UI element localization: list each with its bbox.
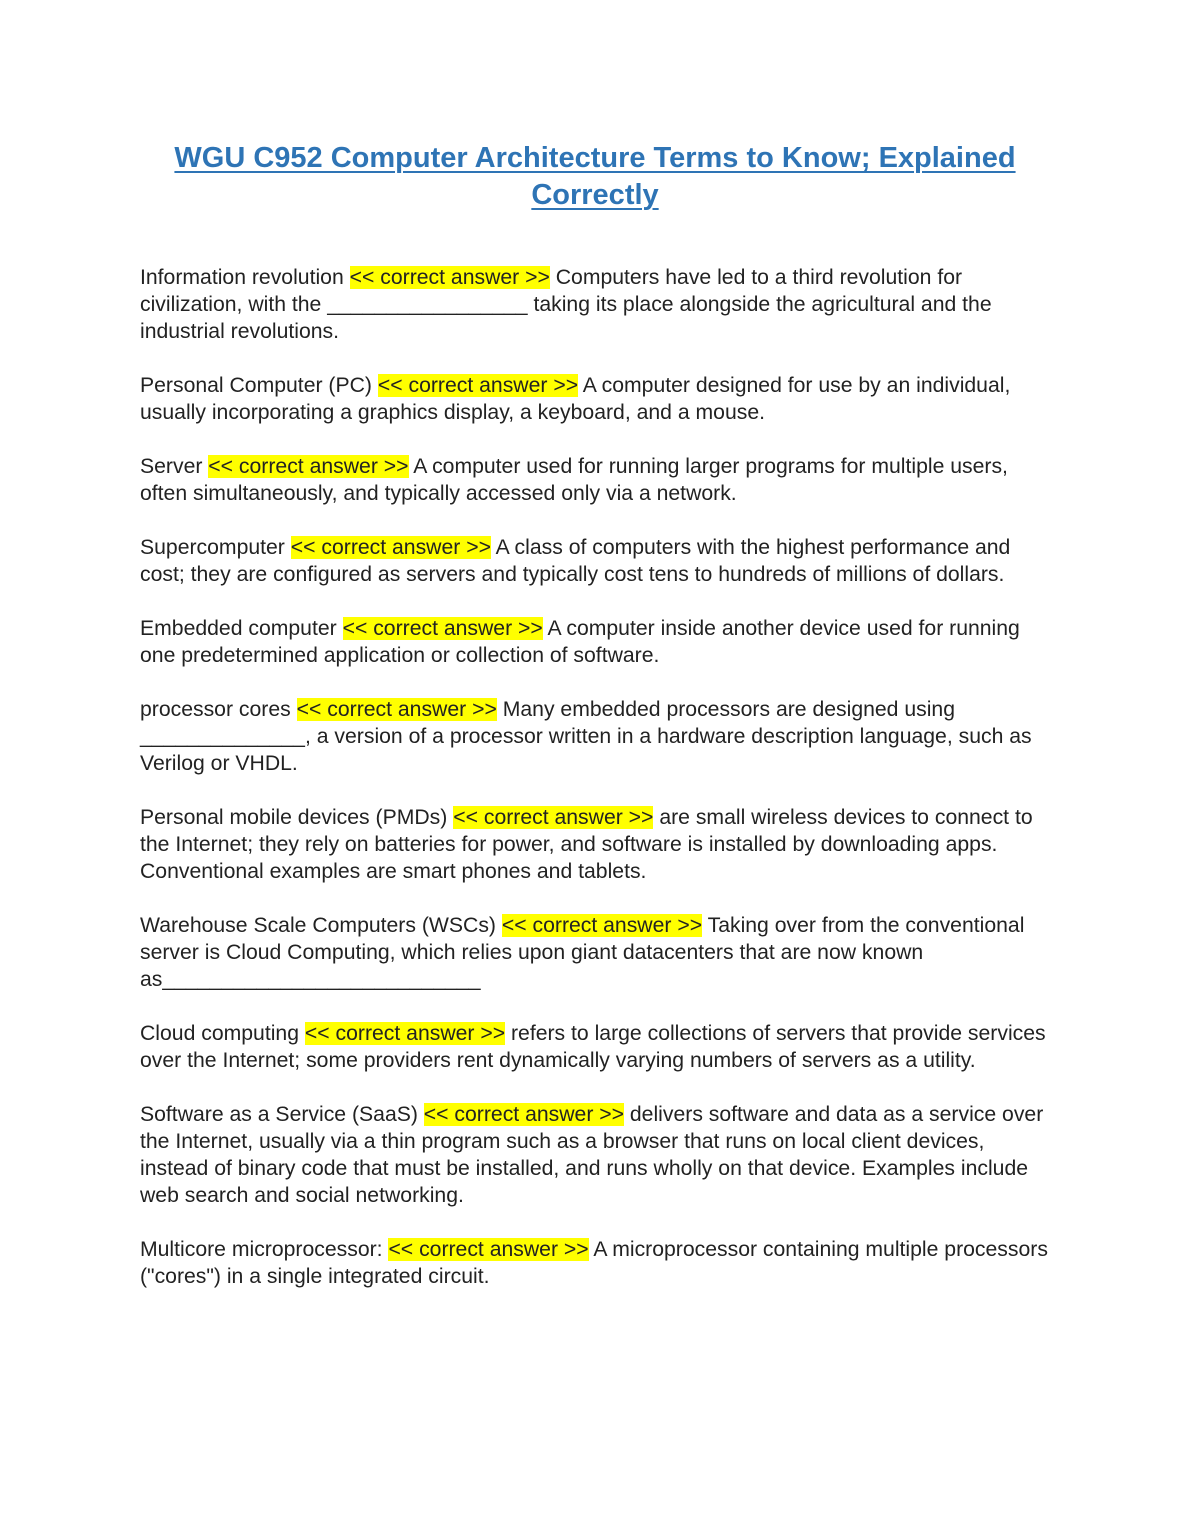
term-entry: [140, 372, 1055, 426]
term-entry: [140, 264, 1055, 345]
term-list: [140, 264, 1055, 1317]
answer-marker: << correct answer >>: [377, 374, 579, 397]
term-name: Software as a Service (SaaS): [140, 1103, 424, 1126]
term-name: Supercomputer: [140, 536, 291, 559]
term-entry: [140, 453, 1055, 507]
term-name: Warehouse Scale Computers (WSCs): [140, 914, 502, 937]
term-definition: delivers software and data as a service over the Internet, usually via a thin program such as a browser that runs on local client devices, instead of binary code that must be installed, and runs wholly on that device. Examples include web search and social networking.: [140, 1103, 1044, 1207]
answer-marker: << correct answer >>: [290, 536, 491, 559]
term-name: Information revolution: [140, 266, 350, 289]
term-entry: [140, 912, 1055, 993]
answer-marker: << correct answer >>: [208, 455, 409, 478]
term-name: Server: [140, 455, 209, 478]
answer-marker: << correct answer >>: [423, 1103, 625, 1126]
term-entry: [140, 534, 1055, 588]
term-definition: Computers have led to a third revolution for civilization, with the _________________ taking its place alongside the agricultural and the industrial revolutions.: [140, 266, 992, 343]
term-definition: A microprocessor containing multiple processors ("cores") in a single integrated circuit.: [140, 1238, 1048, 1288]
term-entry: [140, 615, 1055, 669]
answer-marker: << correct answer >>: [388, 1238, 589, 1261]
term-definition: A computer designed for use by an individual, usually incorporating a graphics display, a keyboard, and a mouse.: [140, 374, 1011, 424]
answer-marker: << correct answer >>: [453, 806, 654, 829]
answer-marker: << correct answer >>: [501, 914, 703, 937]
term-definition: A class of computers with the highest performance and cost; they are configured as servers and typically cost tens to hundreds of millions of dollars.: [140, 536, 1011, 586]
answer-marker: << correct answer >>: [349, 266, 550, 289]
document-title: WGU C952 Computer Architecture Terms to Know; Explained Correctly: [174, 142, 1016, 211]
term-name: Personal mobile devices (PMDs): [140, 806, 454, 829]
term-entry: [140, 804, 1055, 885]
term-name: Cloud computing: [140, 1022, 305, 1045]
term-definition: A computer used for running larger programs for multiple users, often simultaneously, and typically accessed only via a network.: [140, 455, 1008, 505]
term-definition: are small wireless devices to connect to the Internet; they rely on batteries for power, and software is installed by downloading apps. Conventional examples are smart phones and tablets.: [140, 806, 1033, 883]
term-definition: Many embedded processors are designed using ______________, a version of a processor written in a hardware description language, such as Verilog or VHDL.: [140, 698, 1032, 775]
answer-marker: << correct answer >>: [342, 617, 543, 640]
term-name: processor cores: [140, 698, 297, 721]
term-name: Embedded computer: [140, 617, 343, 640]
answer-marker: << correct answer >>: [304, 1022, 506, 1045]
term-name: Personal Computer (PC): [140, 374, 378, 397]
term-entry: [140, 696, 1055, 777]
term-definition: refers to large collections of servers that provide services over the Internet; some providers rent dynamically varying numbers of servers as a utility.: [140, 1022, 1046, 1072]
answer-marker: << correct answer >>: [296, 698, 497, 721]
term-entry: [140, 1236, 1055, 1290]
term-entry: [140, 1020, 1055, 1074]
term-entry: [140, 1101, 1055, 1209]
term-definition: A computer inside another device used for running one predetermined application or collection of software.: [140, 617, 1020, 667]
term-definition: Taking over from the conventional server is Cloud Computing, which relies upon giant datacenters that are now known as___________________________: [140, 914, 1025, 991]
term-name: Multicore microprocessor:: [140, 1238, 389, 1261]
